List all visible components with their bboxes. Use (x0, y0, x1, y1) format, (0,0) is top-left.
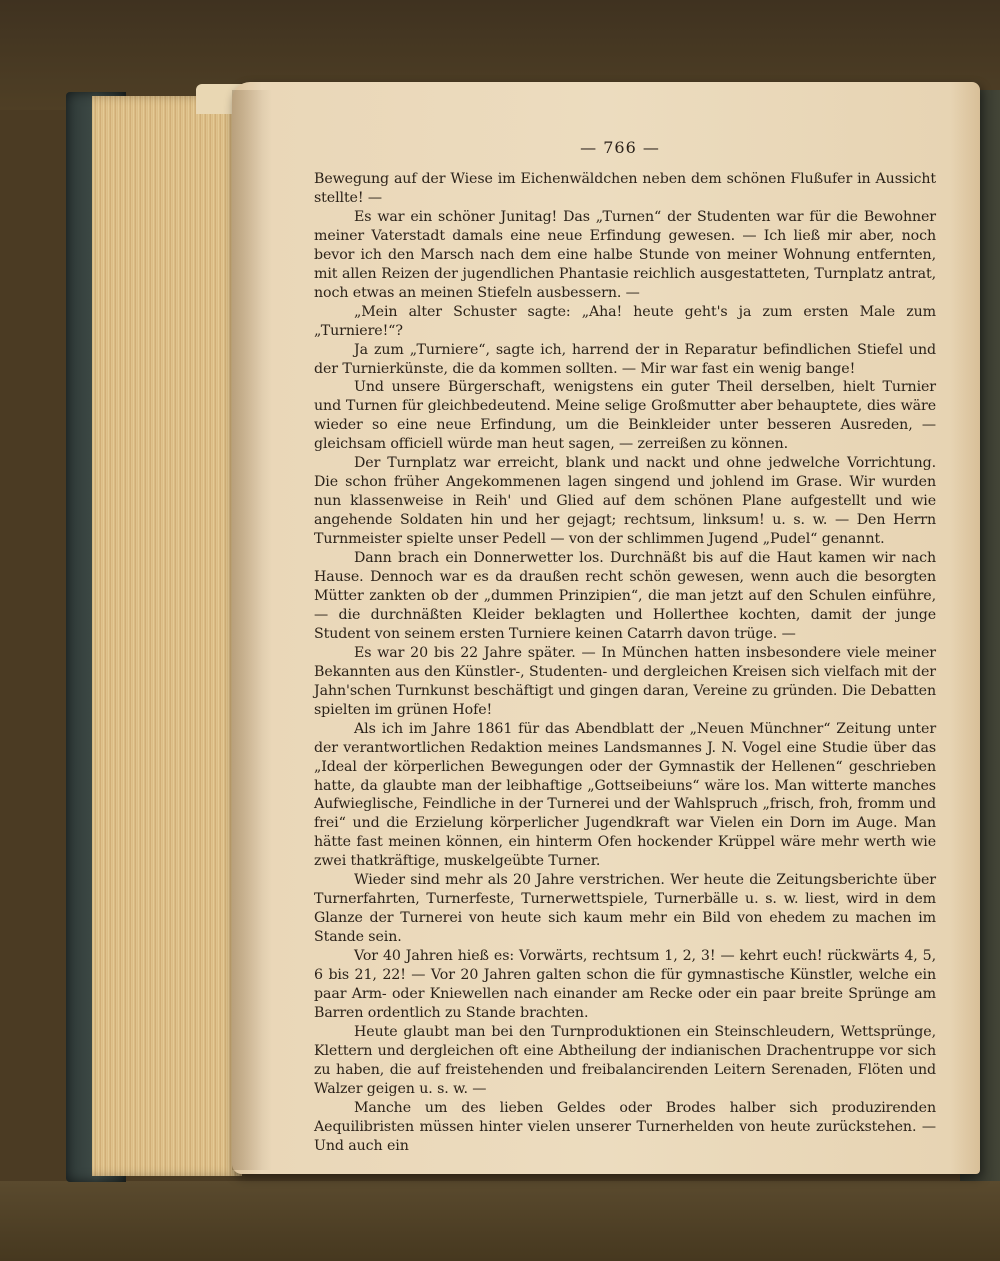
paragraph: Ja zum „Turniere“, sagte ich, harrend der in Reparatur befindlichen Stiefel und der Turnierkünste, die da kommen sollten. — Mir war fast ein wenig bange! (314, 341, 936, 377)
paragraph: Es war ein schöner Junitag! Das „Turnen“ der Studenten war für die Bewohner meiner Vaterstadt damals eine neue Erfindung gewesen. — Ich ließ mir aber, noch bevor ich den Marsch nach dem eine halbe Stunde von meiner Wohnung entfernten, mit allen Reizen der jugendlichen Phantasie reichlich ausgestatteten, Turnplatz antrat, noch etwas an meinen Stiefeln ausbessern. — (314, 208, 936, 301)
page-block-edges (92, 96, 242, 1176)
paragraph: Manche um des lieben Geldes oder Brodes halber sich produzirenden Aequilibristen müssen hinter vielen unserer Turnerhelden von heute zurückstehen. — Und auch ein (314, 1099, 936, 1154)
background-bottom (0, 1181, 1000, 1261)
paragraph: „Mein alter Schuster sagte: „Aha! heute geht's ja zum ersten Male zum „Turniere!“? (314, 303, 936, 339)
paragraph: Vor 40 Jahren hieß es: Vorwärts, rechtsum 1, 2, 3! — kehrt euch! rückwärts 4, 5, 6 bis 21, 22! — Vor 20 Jahren galten schon die für gymnastische Künstler, welche ein paar Arm- oder Kniewellen nach einander am Recke oder ein paar breite Sprünge am Barren ordentlich zu Stande brachten. (314, 948, 936, 1021)
page-number: — 766 — (580, 138, 660, 157)
paragraph: Der Turnplatz war erreicht, blank und nackt und ohne jedwelche Vorrichtung. Die schon früher Angekommenen lagen singend und johlend im Grase. Wir wurden nun klassenweise in Reih' und Glied auf dem schönen Plane aufgestellt und wie angehende Soldaten hin und her gejagt; rechtsum, linksum! u. s. w. — Den Herrn Turnmeister spielte unser Pedell — von der schlimmen Jugend „Pudel“ genannt. (314, 455, 936, 548)
paragraph: Und unsere Bürgerschaft, wenigstens ein guter Theil derselben, hielt Turnier und Turnen für gleichbedeutend. Meine selige Großmutter aber behauptete, dies wäre wieder so eine neue Erfindung, um die Beinkleider unter besseren Ausreden, — gleichsam officiell würde man heut sagen, — zerreißen zu können. (314, 379, 936, 453)
body-text (314, 170, 936, 1156)
paragraph: Wieder sind mehr als 20 Jahre verstrichen. Wer heute die Zeitungsberichte über Turnerfahrten, Turnerfeste, Turnerwettspiele, Turnerbälle u. s. w. liest, wird in dem Glanze der Turnerei von heute sich kaum mehr ein Bild von ehedem zu machen im Stande sein. (314, 872, 936, 946)
paragraph: Dann brach ein Donnerwetter los. Durchnäßt bis auf die Haut kamen wir nach Hause. Dennoch war es da draußen recht schön gewesen, wenn auch die besorgten Mütter zankten ob der „dummen Prinzipien“, die man jetzt auf den Schulen einführe, — die durchnäßten Kleider beklagten und Hollerthee kochten, damit der junge Student von seinem ersten Turniere keinen Catarrh davon trüge. — (314, 550, 936, 642)
paragraph: Heute glaubt man bei den Turnproduktionen ein Steinschleudern, Wettsprünge, Klettern und dergleichen oft eine Abtheilung der indianischen Drachentruppe vor sich zu haben, die auf freistehenden und freibalancirenden Leitern Serenaden, Flöten und Walzer geigen u. s. w. — (314, 1023, 936, 1097)
spine-shadow (232, 90, 272, 1170)
paragraph: Als ich im Jahre 1861 für das Abendblatt der „Neuen Münchner“ Zeitung unter der verantwortlichen Redaktion meines Landsmannes J. N. Vogel eine Studie über das „Ideal der körperlichen Bewegungen oder der Gymnastik der Hellenen“ geschrieben hatte, da glaubte man der leibhaftige „Gottseibeiuns“ wäre los. Man witterte manches Aufwieglische, Feindliche in der Turnerei und der Wahlspruch „frisch, froh, fromm und frei“ und die Erzielung körperlicher Jugendkraft war Vielen ein Dorn im Auge. Man hätte fast meinen können, ein hinterm Ofen hockender Krüppel wäre mehr werth wie zwei thatkräftige, muskelgeübte Turner. (314, 720, 936, 870)
paragraph: Bewegung auf der Wiese im Eichenwäldchen neben dem schönen Flußufer in Aussicht stellte! — (314, 171, 936, 206)
paragraph: Es war 20 bis 22 Jahre später. — In München hatten insbesondere viele meiner Bekannten aus den Künstler-, Studenten- und dergleichen Kreisen sich vielfach mit der Jahn'schen Turnkunst beschäftigt und gingen daran, Vereine zu gründen. Die Debatten spielten im grünen Hofe! (314, 644, 936, 718)
